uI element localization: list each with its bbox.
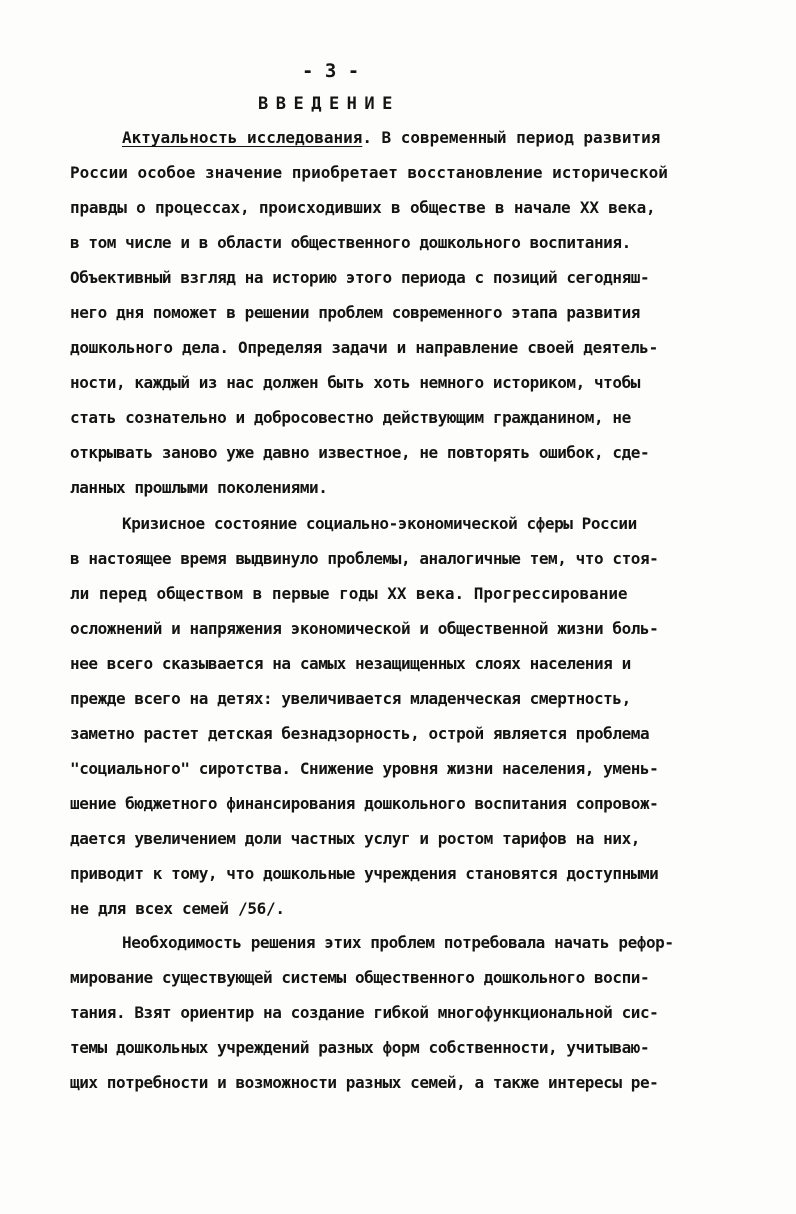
text-line: тания. Взят ориентир на создание гибкой многофункциональной сис-: [70, 1003, 659, 1022]
text-line: заметно растет детская безнадзорность, острой является проблема: [70, 724, 650, 743]
text-line: ли перед обществом в первые годы XX века. Прогрессирование: [70, 584, 628, 603]
text-line: приводит к тому, что дошкольные учреждения становятся доступными: [70, 864, 659, 883]
text-line: дошкольного дела. Определяя задачи и направление своей деятель-: [70, 338, 658, 357]
text-line: щих потребности и возможности разных семей, а также интересы ре-: [70, 1073, 659, 1092]
text-line: него дня поможет в решении проблем современного этапа развития: [70, 303, 640, 322]
underlined-term: Актуальность исследования: [122, 128, 363, 147]
text-line: стать сознательно и добросовестно действующим гражданином, не: [70, 408, 631, 427]
text-line: шение бюджетного финансирования дошкольного воспитания сопровож-: [70, 794, 659, 813]
text-span: . В современный период развития: [362, 128, 661, 147]
text-line: осложнений и напряжения экономической и общественной жизни боль-: [70, 619, 659, 638]
section-heading: ВВЕДЕНИЕ: [258, 94, 400, 114]
text-line: ности, каждый из нас должен быть хоть немного историком, чтобы: [70, 373, 640, 392]
text-line: Необходимость решения этих проблем потребовала начать рефор-: [122, 933, 674, 952]
text-line: России особое значение приобретает восстановление исторической: [70, 163, 668, 182]
text-line: [122, 128, 660, 148]
text-line: "социального" сиротства. Снижение уровня жизни населения, умень-: [70, 759, 659, 778]
text-line: мирование существующей системы общественного дошкольного воспи-: [70, 968, 650, 987]
page-number: - 3 -: [302, 60, 360, 82]
text-line: Объективный взгляд на историю этого периода с позиций сегодняш-: [70, 268, 650, 287]
text-line: нее всего сказывается на самых незащищенных слоях населения и: [70, 654, 631, 673]
text-line: не для всех семей /56/.: [70, 899, 285, 918]
text-line: Кризисное состояние социально-экономической сферы России: [122, 514, 637, 533]
text-line: в том числе и в области общественного дошкольного воспитания.: [70, 233, 631, 252]
text-line: темы дошкольных учреждений разных форм собственности, учитываю-: [70, 1038, 650, 1057]
text-line: дается увеличением доли частных услуг и ростом тарифов на них,: [70, 829, 640, 848]
text-line: ланных прошлыми поколениями.: [70, 478, 328, 497]
text-line: в настоящее время выдвинуло проблемы, аналогичные тем, что стоя-: [70, 549, 659, 568]
text-line: прежде всего на детях: увеличивается младенческая смертность,: [70, 689, 631, 708]
text-line: открывать заново уже давно известное, не повторять ошибок, сде-: [70, 443, 650, 462]
text-line: правды о процессах, происходивших в обществе в начале XX века,: [70, 198, 656, 217]
